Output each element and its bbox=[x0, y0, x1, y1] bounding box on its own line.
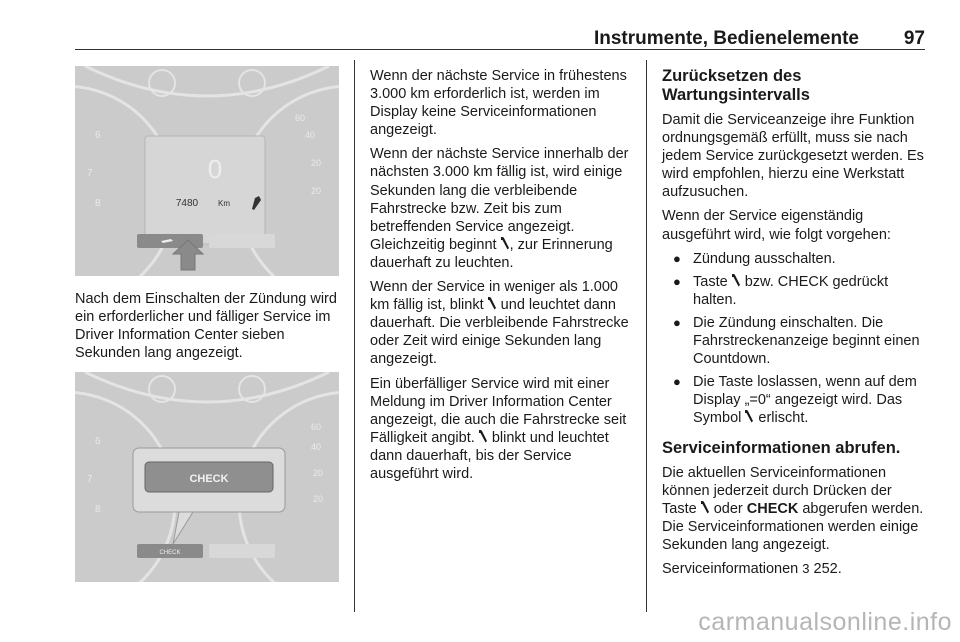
column-2 bbox=[370, 67, 636, 489]
list-item: ● Taste bzw. CHECK gedrückt halten. bbox=[673, 273, 889, 308]
svg-text:60: 60 bbox=[311, 422, 322, 432]
wrench-icon bbox=[732, 274, 741, 287]
figure-cluster-check bbox=[75, 372, 339, 582]
svg-text:6: 6 bbox=[95, 436, 101, 447]
svg-text:40: 40 bbox=[305, 130, 316, 140]
speed-digit: 0 bbox=[207, 154, 223, 184]
wrench-icon bbox=[501, 237, 510, 250]
svg-text:7: 7 bbox=[87, 168, 93, 179]
page-header bbox=[75, 28, 925, 50]
column-divider-right bbox=[646, 60, 647, 612]
wrench-icon bbox=[701, 501, 710, 514]
header-title: Instrumente, Bedienelemente bbox=[593, 28, 859, 49]
paragraph-service-info: Die aktuellen Serviceinformationen können jederzeit durch Drücken der Taste oder CHECK abgerufen werden. Die Serviceinformationen werden einige Sekunden lang angezeigt. bbox=[662, 464, 924, 553]
paragraph-reset-intro: Damit die Serviceanzeige ihre Funktion ordnungsgemäß erfüllt, muss sie nach jedem Service zurückgesetzt werden. Es wird empfohlen, hierzu eine Werkstatt aufzusuchen. bbox=[662, 112, 924, 201]
svg-text:20: 20 bbox=[313, 468, 324, 478]
reset-steps-list bbox=[662, 250, 927, 428]
header-rule bbox=[75, 49, 925, 50]
paragraph-cross-reference: Serviceinformationen 3 252. bbox=[662, 560, 842, 577]
check-message: CHECK bbox=[189, 473, 229, 485]
intro-paragraph: Nach dem Einschalten der Zündung wird ein erforderlicher und fälliger Service im Driver Information Center sieben Sekunden lang angezeigt. bbox=[75, 291, 337, 362]
odometer-unit: Km bbox=[218, 199, 230, 208]
svg-text:60: 60 bbox=[295, 113, 306, 123]
svg-text:6: 6 bbox=[95, 130, 101, 141]
list-item: ● Die Taste loslassen, wenn auf dem Display „=0“ angezeigt wird. Das Symbol erlischt. bbox=[673, 374, 917, 427]
paragraph-self-service: Wenn der Service eigenständig ausgeführt wird, wie folgt vorgehen: bbox=[662, 208, 891, 243]
figure-cluster-service bbox=[75, 66, 339, 276]
list-item: ● Die Zündung einschalten. Die Fahrstreckenanzeige beginnt einen Countdown. bbox=[673, 314, 920, 368]
svg-text:40: 40 bbox=[311, 442, 322, 452]
svg-text:7: 7 bbox=[87, 474, 93, 485]
svg-text:8: 8 bbox=[95, 504, 101, 515]
svg-text:8: 8 bbox=[95, 198, 101, 209]
odometer-value: 7480 bbox=[175, 198, 199, 209]
check-illustration bbox=[75, 372, 339, 582]
paragraph-overdue: Ein überfälliger Service wird mit einer Meldung im Driver Information Center angezeigt, die auch die Fahrstrecke seit Fälligkeit angibt. blinkt und leuchtet dann dauerhaft, bis der Service ausgeführt wird. bbox=[370, 375, 627, 482]
svg-text:20: 20 bbox=[313, 494, 324, 504]
wrench-icon bbox=[488, 297, 497, 310]
watermark: carmanualsonline.info bbox=[698, 608, 952, 636]
list-item: ● Zündung ausschalten. bbox=[673, 250, 836, 267]
paragraph-within-3000km: Wenn der nächste Service innerhalb der nächsten 3.000 km fällig ist, wird einige Sekunden lang die verbleibende Fahrstrecke bzw. Zeit bis zum betreffenden Service angezeigt. Gleichzeitig beginnt , zur Erinnerung dauerhaft zu leuchten. bbox=[370, 146, 629, 271]
cluster-illustration bbox=[75, 66, 339, 276]
check-tab-label: CHECK bbox=[159, 550, 181, 556]
paragraph-3000km: Wenn der nächste Service in frühestens 3.000 km erforderlich ist, werden im Display keine Serviceinformationen angezeigt. bbox=[370, 68, 627, 139]
column-divider-left bbox=[354, 60, 355, 612]
svg-text:20: 20 bbox=[311, 158, 322, 168]
reference-arrow-icon: 3 bbox=[802, 560, 810, 576]
column-1 bbox=[75, 290, 339, 368]
svg-text:20: 20 bbox=[311, 186, 322, 196]
heading-reset-interval: Zurücksetzen des Wartungsintervalls bbox=[662, 67, 810, 104]
wrench-icon bbox=[479, 430, 488, 443]
column-3 bbox=[662, 67, 927, 584]
page-number: 97 bbox=[903, 28, 925, 49]
paragraph-1000km: Wenn der Service in weniger als 1.000 km fällig ist, blinkt und leuchtet dann dauerhaft. Die verbleibende Fahrstrecke oder Zeit wird einige Sekunden lang angezeigt. bbox=[370, 279, 629, 368]
heading-service-info: Serviceinformationen abrufen. bbox=[662, 438, 901, 457]
